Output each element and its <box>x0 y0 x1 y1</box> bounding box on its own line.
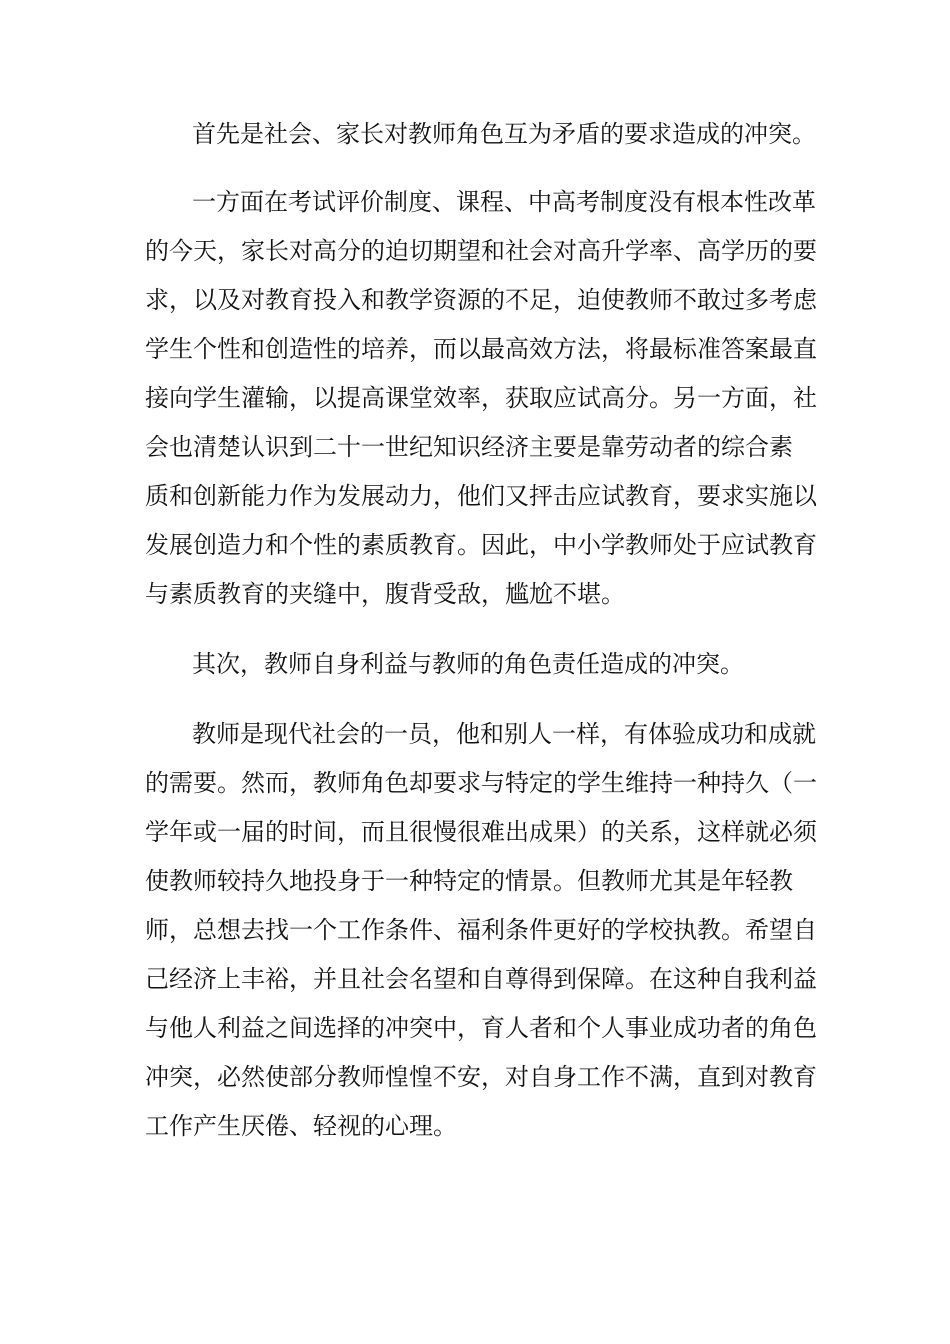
paragraph-4-line-4: 使教师较持久地投身于一种特定的情景。但教师尤其是年轻教 <box>145 867 793 895</box>
paragraph-4-line-5: 师，总想去找一个工作条件、福利条件更好的学校执教。希望自 <box>145 916 817 944</box>
paragraph-4-line-3: 学年或一届的时间，而且很慢很难出成果）的关系，这样就必须 <box>145 818 817 846</box>
paragraph-2-line-6: 会也清楚认识到二十一世纪知识经济主要是靠劳动者的综合素 <box>145 433 793 461</box>
paragraph-4-line-2: 的需要。然而，教师角色却要求与特定的学生维持一种持久（一 <box>145 769 817 797</box>
paragraph-2-line-2: 的今天，家长对高分的迫切期望和社会对高升学率、高学历的要 <box>145 237 817 265</box>
paragraph-2-line-7: 质和创新能力作为发展动力，他们又抨击应试教育，要求实施以 <box>145 482 817 510</box>
paragraph-2-line-5: 接向学生灌输，以提高课堂效率，获取应试高分。另一方面，社 <box>145 384 817 412</box>
paragraph-2-line-8: 发展创造力和个性的素质教育。因此，中小学教师处于应试教育 <box>145 531 817 559</box>
paragraph-2-line-3: 求，以及对教育投入和教学资源的不足，迫使教师不敢过多考虑 <box>145 286 817 314</box>
paragraph-4-line-7: 与他人利益之间选择的冲突中，育人者和个人事业成功者的角色 <box>145 1014 817 1042</box>
paragraph-2-line-4: 学生个性和创造性的培养，而以最高效方法，将最标准答案最直 <box>145 335 817 363</box>
paragraph-2-line-9: 与素质教育的夹缝中，腹背受敌，尴尬不堪。 <box>145 580 625 608</box>
paragraph-4-line-8: 冲突，必然使部分教师惶惶不安，对自身工作不满，直到对教育 <box>145 1063 817 1091</box>
paragraph-4-line-6: 己经济上丰裕，并且社会名望和自尊得到保障。在这种自我利益 <box>145 965 817 993</box>
paragraph-1-line-1: 首先是社会、家长对教师角色互为矛盾的要求造成的冲突。 <box>192 120 816 148</box>
paragraph-2-line-1: 一方面在考试评价制度、课程、中高考制度没有根本性改革 <box>192 188 816 216</box>
paragraph-4-line-9: 工作产生厌倦、轻视的心理。 <box>145 1112 457 1140</box>
paragraph-4-line-1: 教师是现代社会的一员，他和别人一样，有体验成功和成就 <box>192 720 816 748</box>
paragraph-3-line-1: 其次，教师自身利益与教师的角色责任造成的冲突。 <box>192 650 744 678</box>
